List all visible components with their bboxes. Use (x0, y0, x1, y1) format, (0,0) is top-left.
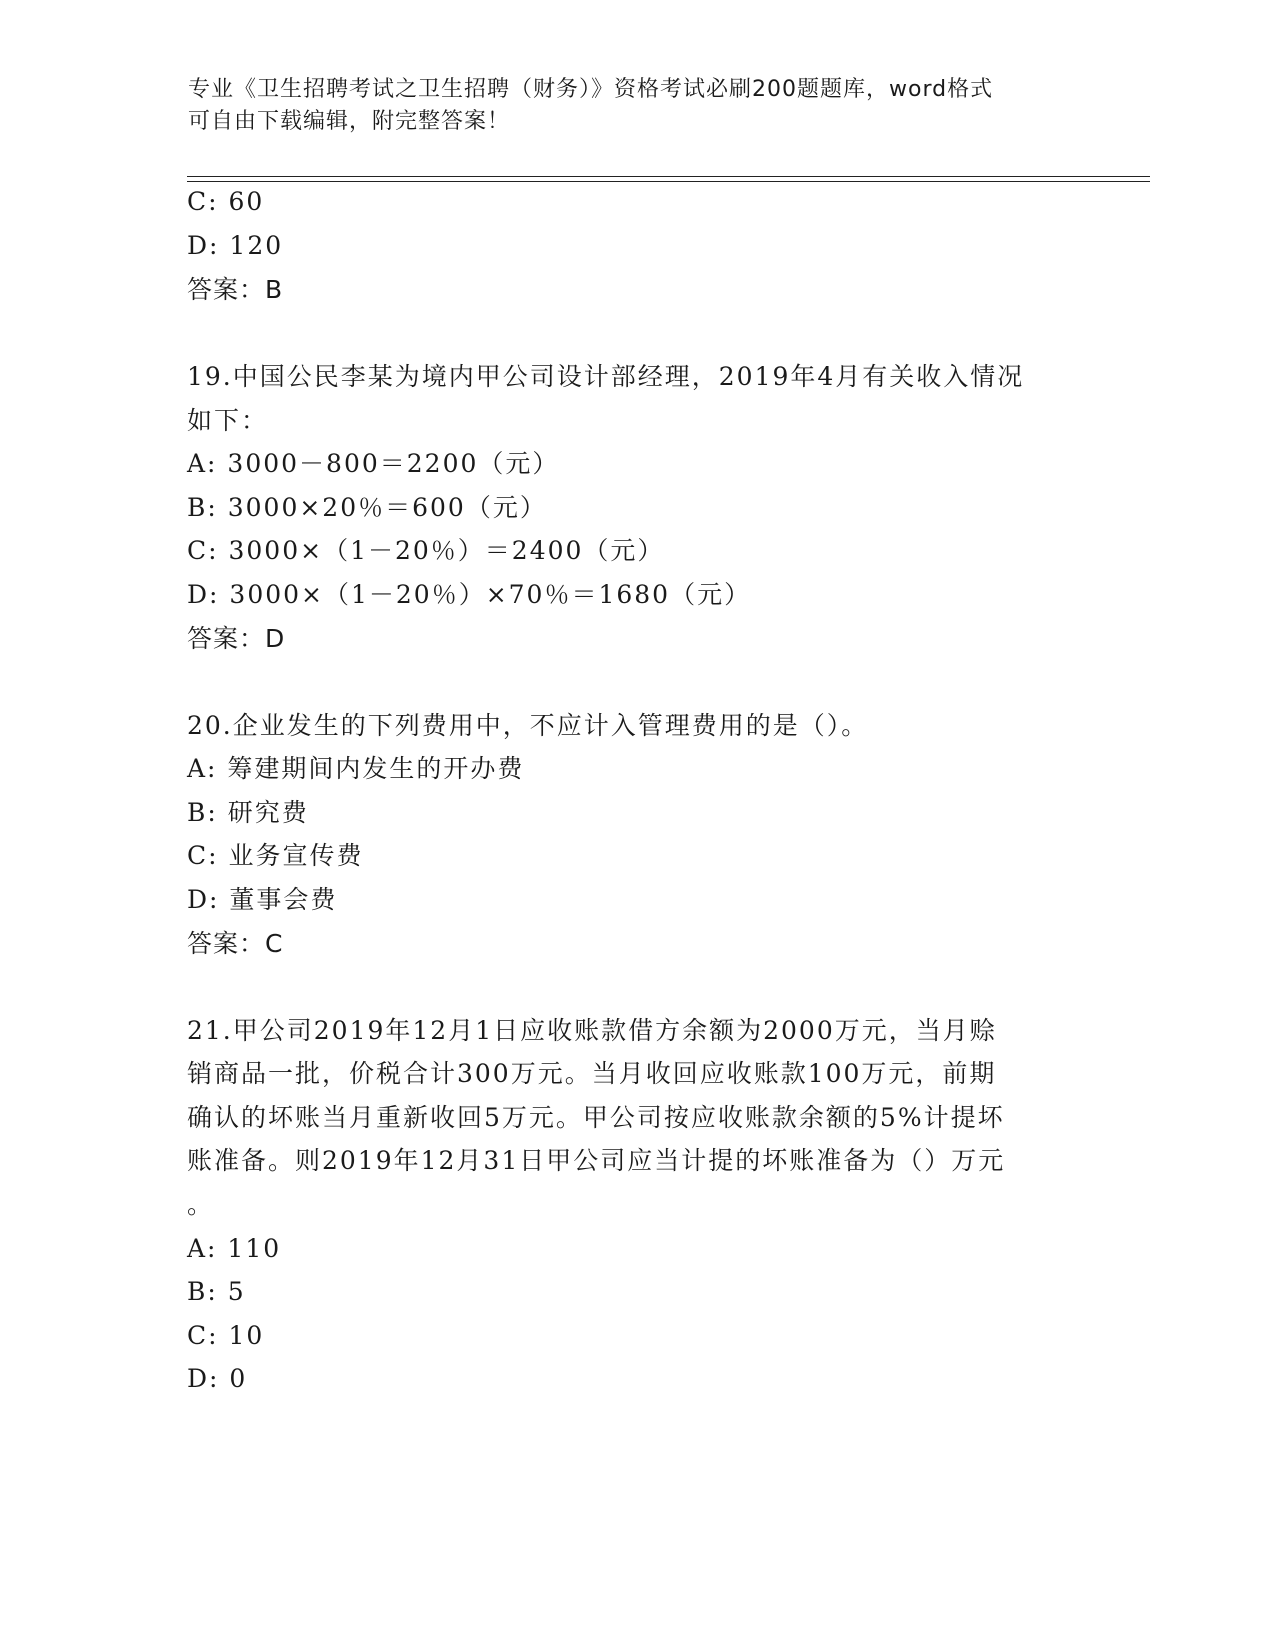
q21-stem-line-3: 确认的坏账当月重新收回5万元。甲公司按应收账款余额的5%计提坏 (187, 1103, 1005, 1132)
q19-answer: 答案：D (187, 624, 286, 653)
q20-answer: 答案：C (187, 929, 284, 958)
q19-option-b: B: 3000×20％＝600（元） (187, 493, 547, 522)
q19-option-d: D: 3000×（1－20％）×70％＝1680（元） (187, 580, 752, 609)
prev-option-c: C: 60 (187, 187, 265, 216)
q21-stem-line-1: 21.甲公司2019年12月1日应收账款借方余额为2000万元，当月赊 (187, 1016, 997, 1045)
prev-option-d: D: 120 (187, 231, 284, 260)
q19-option-c: C: 3000×（1－20％）＝2400（元） (187, 536, 665, 565)
prev-answer: 答案：B (187, 275, 284, 304)
q21-option-d: D: 0 (187, 1364, 248, 1393)
q19-stem-line-1: 19.中国公民李某为境内甲公司设计部经理，2019年4月有关收入情况 (187, 362, 1025, 391)
q19-option-a: A: 3000－800＝2200（元） (187, 449, 560, 478)
q20-option-d: D: 董事会费 (187, 885, 338, 914)
q21-stem-line-5: 。 (187, 1190, 215, 1219)
q21-stem-line-4: 账准备。则2019年12月31日甲公司应当计提的坏账准备为（）万元 (187, 1146, 1006, 1175)
q21-option-b: B: 5 (187, 1277, 246, 1306)
q19-stem-line-2: 如下： (187, 406, 269, 435)
document-header (188, 74, 1088, 138)
header-rule-top (187, 176, 1150, 177)
header-line-1: 专业《卫生招聘考试之卫生招聘（财务）》资格考试必刷200题题库，word格式 (188, 77, 994, 102)
header-rule-bottom (187, 181, 1150, 182)
q20-option-c: C: 业务宣传费 (187, 841, 364, 870)
q20-option-a: A: 筹建期间内发生的开办费 (187, 754, 525, 783)
q21-option-a: A: 110 (187, 1234, 282, 1263)
q21-stem-line-2: 销商品一批，价税合计300万元。当月收回应收账款100万元，前期 (187, 1059, 997, 1088)
q20-option-b: B: 研究费 (187, 798, 309, 827)
header-line-2: 可自由下载编辑，附完整答案！ (188, 109, 511, 134)
q21-option-c: C: 10 (187, 1321, 265, 1350)
q20-stem-line-1: 20.企业发生的下列费用中，不应计入管理费用的是（）。 (187, 711, 869, 740)
